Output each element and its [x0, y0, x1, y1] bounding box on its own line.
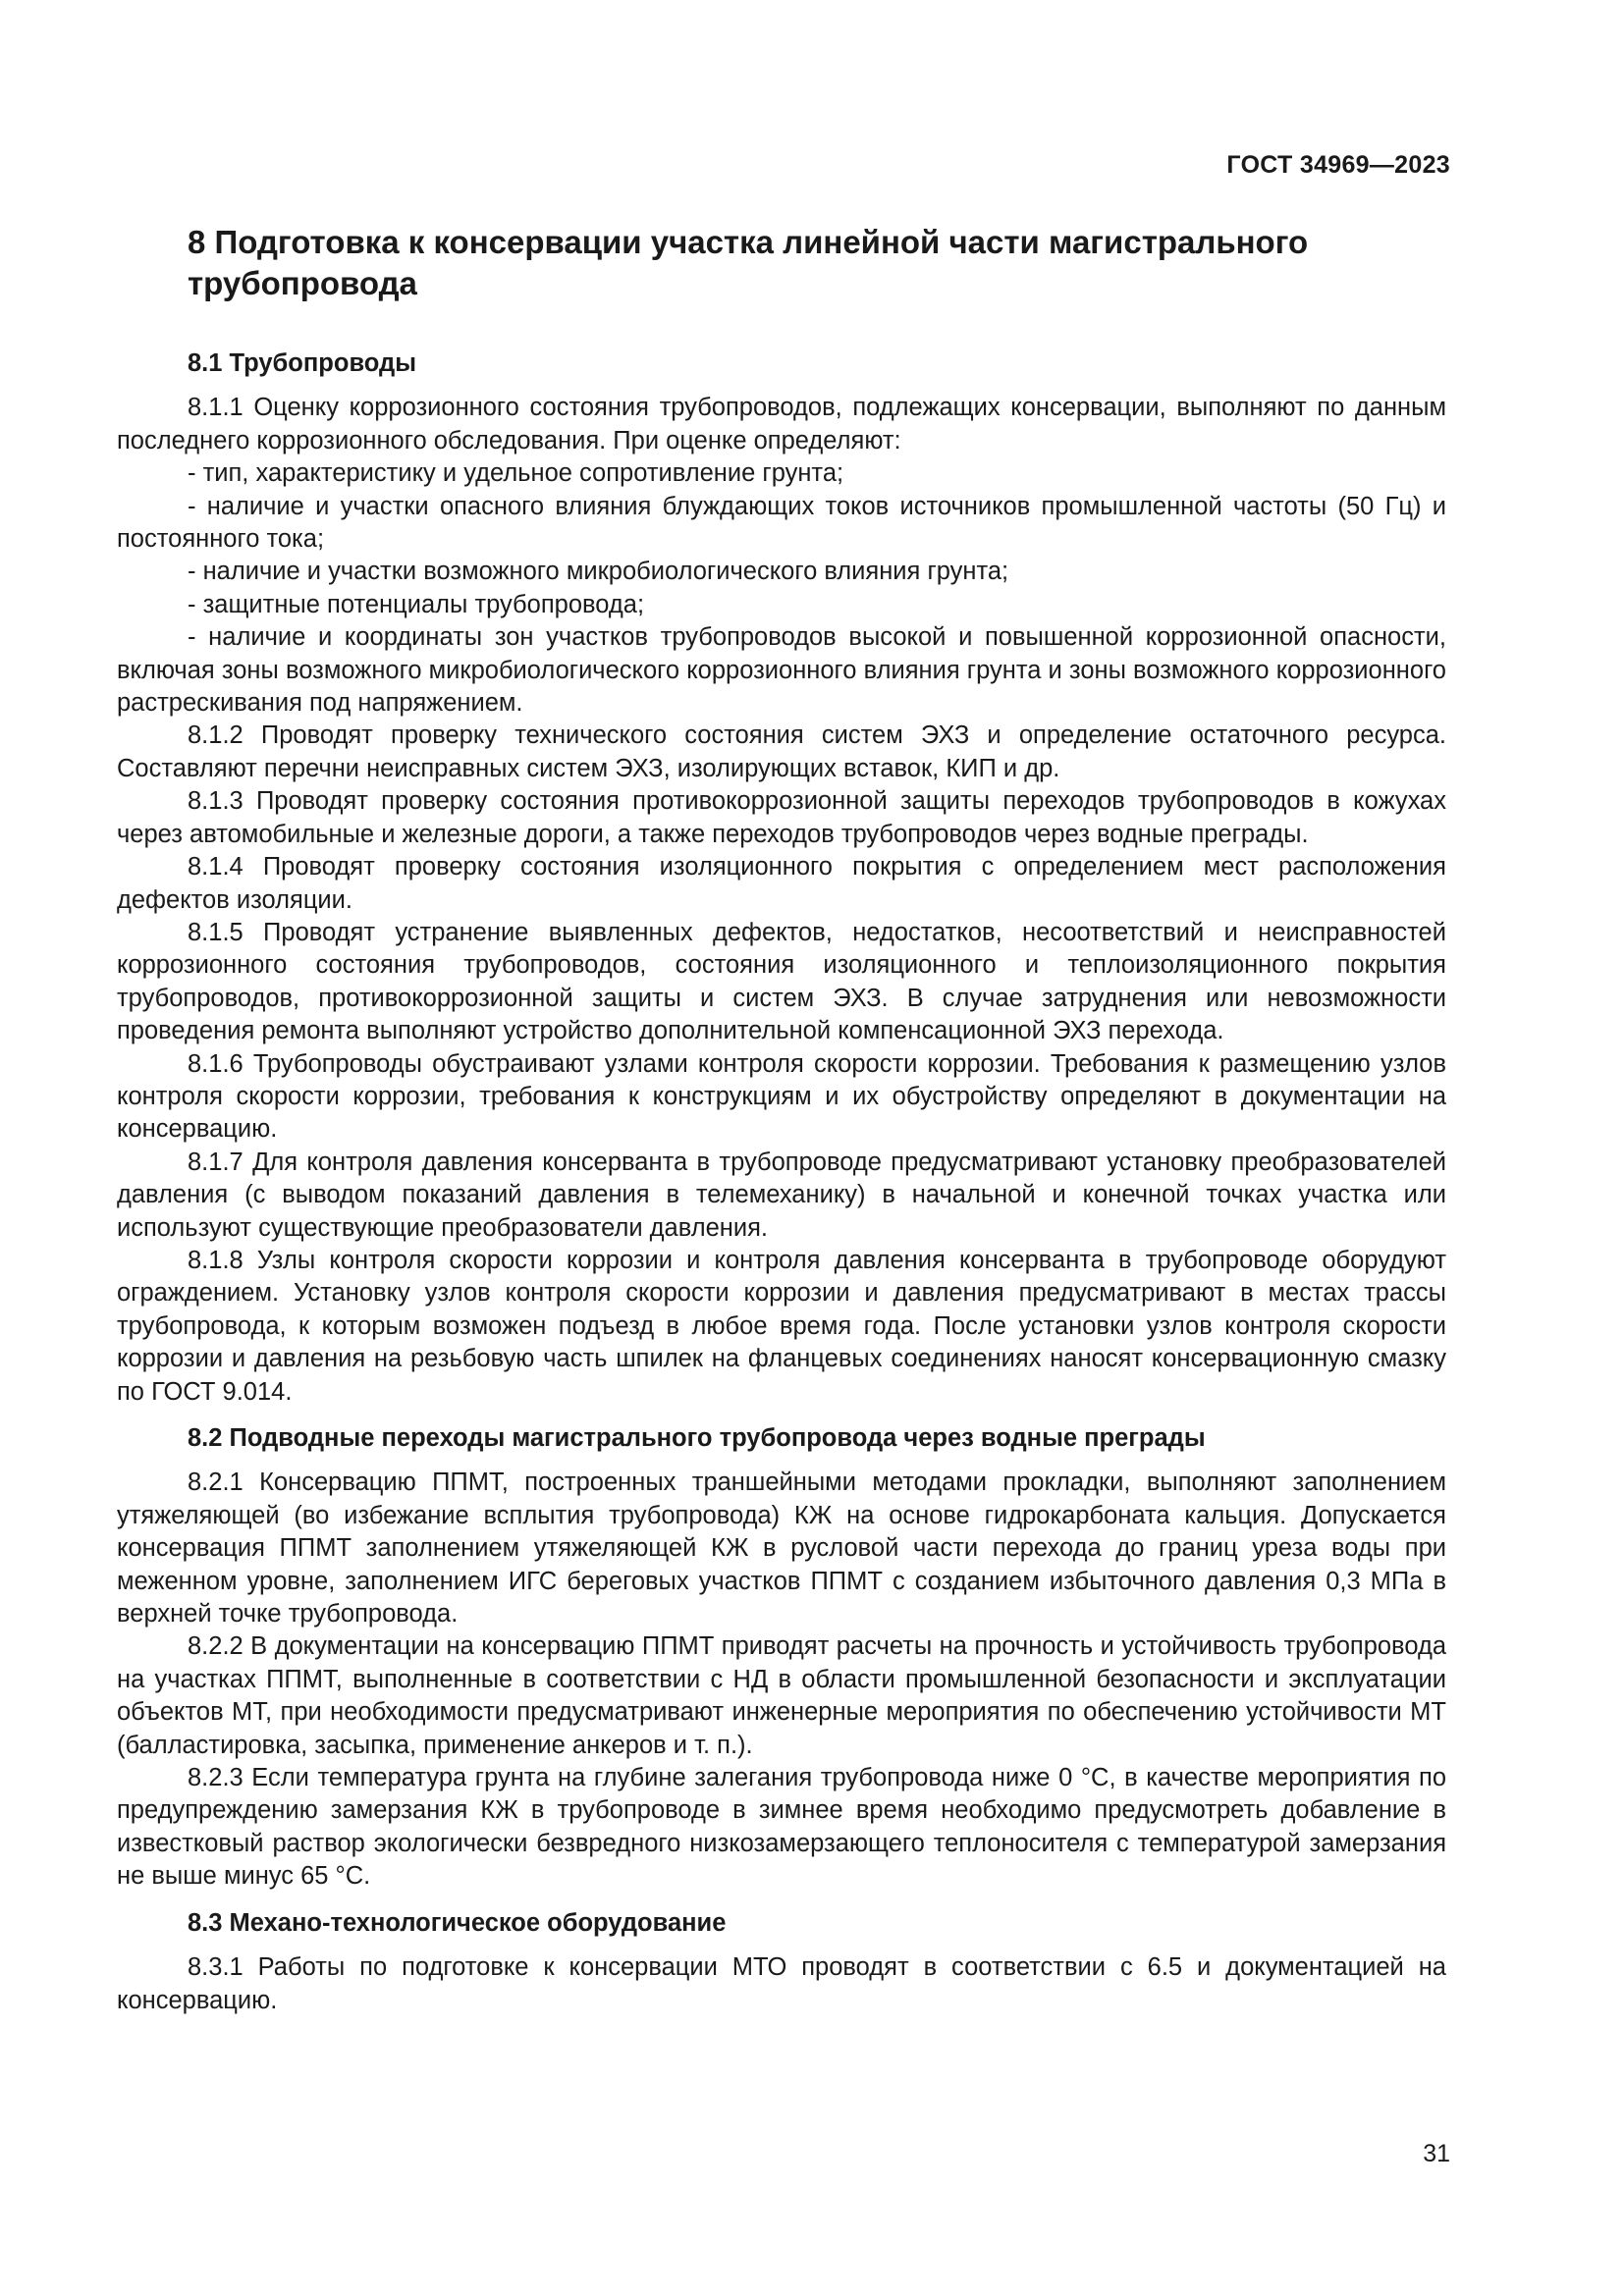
document-code: ГОСТ 34969—2023 — [1226, 151, 1450, 179]
paragraph: 8.3.1 Работы по подготовке к консервации МТО проводят в соответствии с 6.5 и документацией на консервацию. — [117, 1953, 1446, 2014]
list-item: - наличие и координаты зон участков трубопроводов высокой и повышенной коррозионной опасности, включая зоны возможного микробиологического коррозионного влияния грунта и зоны возможного коррозионного растрескивания под напряжением. — [117, 623, 1446, 718]
paragraph: 8.1.8 Узлы контроля скорости коррозии и контроля давления консерванта в трубопроводе оборудуют ограждением. Установку узлов контроля скорости коррозии и давления предусматривают в местах трассы трубопровода, к которым возможен подъезд в любое время года. После установки узлов контроля скорости коррозии и давления на резьбовую часть шпилек на фланцевых соединениях наносят консервационную смазку по ГОСТ 9.014. — [117, 1246, 1446, 1406]
paragraph: 8.2.1 Консервацию ППМТ, построенных траншейными методами прокладки, выполняют заполнением утяжеляющей (во избежание всплытия трубопровода) КЖ на основе гидрокарбоната кальция. Допускается консервация ППМТ заполнением утяжеляющей КЖ в русловой части перехода до границ уреза воды при меженном уровне, заполнением ИГС береговых участков ППМТ с созданием избыточного давления 0,3 МПа в верхней точке трубопровода. — [117, 1468, 1446, 1629]
paragraph: 8.1.6 Трубопроводы обустраивают узлами контроля скорости коррозии. Требования к размещению узлов контроля скорости коррозии, требования к конструкциям и их обустройству определяют в документации на консервацию. — [117, 1049, 1446, 1144]
page-body — [117, 222, 1446, 2017]
list-item: - защитные потенциалы трубопровода; — [188, 590, 645, 618]
paragraph: 8.2.3 Если температура грунта на глубине залегания трубопровода ниже 0 °С, в качестве мероприятия по предупреждению замерзания КЖ в трубопроводе в зимнее время необходимо предусмотреть добавление в известковый раствор экологически безвредного низкозамерзающего теплоносителя с температурой замерзания не выше минус 65 °С. — [117, 1764, 1446, 1891]
page-number: 31 — [1423, 2140, 1450, 2167]
paragraph: 8.1.5 Проводят устранение выявленных дефектов, недостатков, несоответствий и неисправностей коррозионного состояния трубопроводов, состояния изоляционного и теплоизоляционного покрытия трубопроводов, противокоррозионной защиты и систем ЭХЗ. В случае затруднения или невозможности проведения ремонта выполняют устройство дополнительной компенсационной ЭХЗ перехода. — [117, 918, 1446, 1045]
paragraph: 8.1.2 Проводят проверку технического состояния систем ЭХЗ и определение остаточного ресурса. Составляют перечни неисправных систем ЭХЗ, изолирующих вставок, КИП и др. — [117, 721, 1446, 782]
paragraph: 8.1.1 Оценку коррозионного состояния трубопроводов, подлежащих консервации, выполняют по данным последнего коррозионного обследования. При оценке определяют: — [117, 394, 1446, 454]
paragraph: 8.2.2 В документации на консервацию ППМТ приводят расчеты на прочность и устойчивость трубопровода на участках ППМТ, выполненные в соответствии с НД в области промышленной безопасности и эксплуатации объектов МТ, при необходимости предусматривают инженерные мероприятия по обеспечению устойчивости МТ (балластировка, засыпка, применение анкеров и т. п.). — [117, 1632, 1446, 1759]
chapter-title: 8 Подготовка к консервации участка линейной части магистрального трубопровода — [188, 224, 1309, 301]
paragraph: 8.1.3 Проводят проверку состояния противокоррозионной защиты переходов трубопроводов в кожухах через автомобильные и железные дороги, а также переходов трубопроводов через водные преграды. — [117, 787, 1446, 848]
section-heading: 8.2 Подводные переходы магистрального трубопровода через водные преграды — [188, 1424, 1206, 1452]
list-item: - наличие и участки возможного микробиологического влияния грунта; — [188, 558, 1009, 586]
list-item: - тип, характеристику и удельное сопротивление грунта; — [188, 459, 844, 488]
paragraph: 8.1.4 Проводят проверку состояния изоляционного покрытия с определением мест расположения дефектов изоляции. — [117, 853, 1446, 914]
section-heading: 8.1 Трубопроводы — [188, 349, 416, 377]
list-item: - наличие и участки опасного влияния блуждающих токов источников промышленной частоты (50 Гц) и постоянного тока; — [117, 492, 1446, 554]
section-heading: 8.3 Механо-технологическое оборудование — [188, 1908, 727, 1937]
paragraph: 8.1.7 Для контроля давления консерванта в трубопроводе предусматривают установку преобразователей давления (с выводом показаний давления в телемеханику) в начальной и конечной точках участка или используют существующие преобразователи давления. — [117, 1148, 1446, 1242]
